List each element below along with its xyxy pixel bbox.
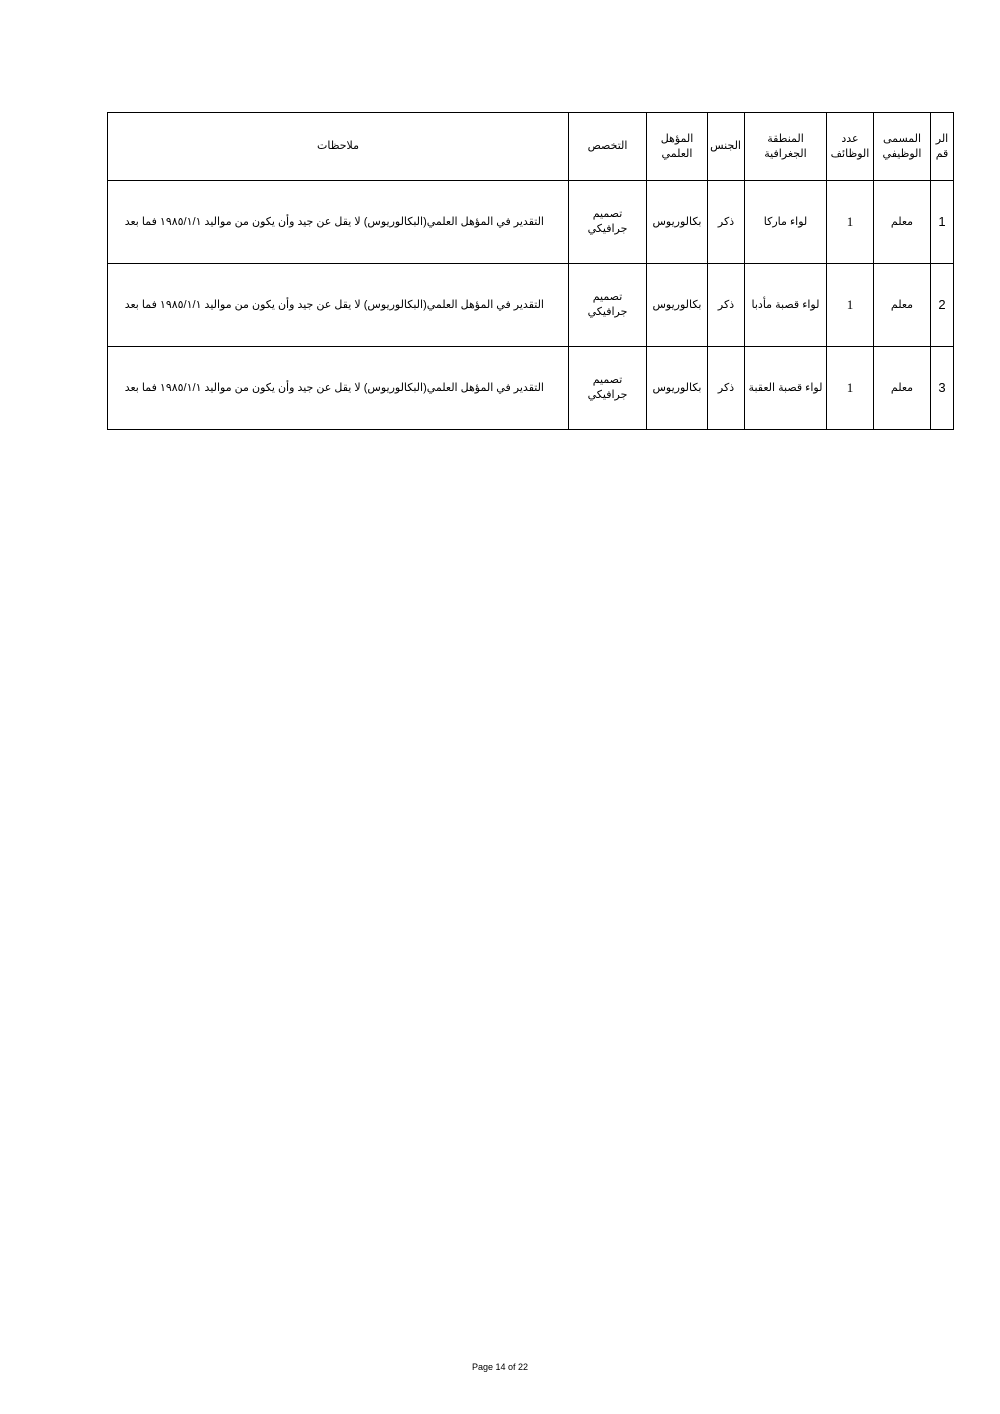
header-job-title: المسمى الوظيفي [874,113,931,181]
cell-job-title: معلم [874,181,931,264]
cell-region: لواء قصبة العقبة [745,347,827,430]
header-gender: الجنس [708,113,745,181]
header-notes: ملاحظات [108,113,569,181]
cell-job-count: 1 [827,181,874,264]
cell-notes: التقدير في المؤهل العلمي(البكالوريوس) لا يقل عن جيد وأن يكون من مواليد ١٩٨٥/١/١ فما بعد [108,181,569,264]
table-row [108,181,954,264]
header-seq: الر قم [931,113,954,181]
cell-qualification: بكالوريوس [647,347,708,430]
cell-qualification: بكالوريوس [647,181,708,264]
cell-notes: التقدير في المؤهل العلمي(البكالوريوس) لا يقل عن جيد وأن يكون من مواليد ١٩٨٥/١/١ فما بعد [108,264,569,347]
job-vacancies-table [107,112,954,430]
cell-specialization: تصميم جرافيكي [569,347,647,430]
cell-gender: ذكر [708,181,745,264]
cell-job-count: 1 [827,347,874,430]
table-row [108,347,954,430]
cell-notes: التقدير في المؤهل العلمي(البكالوريوس) لا يقل عن جيد وأن يكون من مواليد ١٩٨٥/١/١ فما بعد [108,347,569,430]
cell-seq: 1 [931,181,954,264]
cell-job-title: معلم [874,347,931,430]
cell-job-title: معلم [874,264,931,347]
cell-specialization: تصميم جرافيكي [569,181,647,264]
cell-job-count: 1 [827,264,874,347]
header-specialization: التخصص [569,113,647,181]
cell-seq: 3 [931,347,954,430]
table-row [108,264,954,347]
cell-qualification: بكالوريوس [647,264,708,347]
table-header-row [108,113,954,181]
cell-region: لواء ماركا [745,181,827,264]
header-region: المنطقة الجغرافية [745,113,827,181]
header-job-count: عدد الوظائف [827,113,874,181]
cell-seq: 2 [931,264,954,347]
cell-region: لواء قصبة مأدبا [745,264,827,347]
cell-gender: ذكر [708,264,745,347]
cell-specialization: تصميم جرافيكي [569,264,647,347]
page-number-footer: Page 14 of 22 [471,1362,529,1372]
cell-gender: ذكر [708,347,745,430]
header-qualification: المؤهل العلمي [647,113,708,181]
